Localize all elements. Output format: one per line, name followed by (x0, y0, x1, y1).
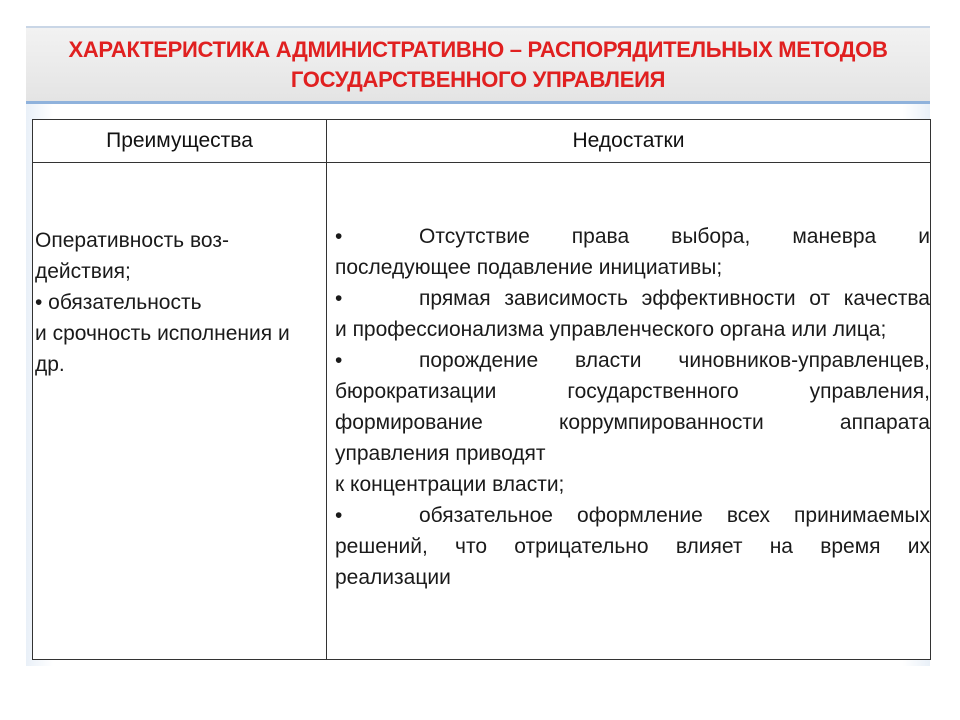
disadvantage-item (335, 221, 930, 283)
disadvantage-first-line (335, 345, 930, 376)
disadvantage-item (335, 500, 930, 593)
disadvantages-cell (327, 163, 931, 660)
advantage-line: Оперативность воз- (35, 229, 229, 252)
disadvantage-continuation: управления приводят (335, 442, 546, 465)
disadvantage-text: порождение власти чиновников-управленцев, (419, 349, 930, 372)
disadvantage-continuation: реализации (335, 566, 451, 589)
disadvantages-list (335, 221, 930, 593)
disadvantage-continuation: формирование коррумпированности аппарата (335, 411, 930, 434)
disadvantage-item (335, 345, 930, 500)
disadvantage-continuation: последующее подавление инициативы; (335, 256, 723, 279)
disadvantage-text: Отсутствие права выбора, маневра и (419, 225, 930, 248)
bullet-icon: • (335, 225, 343, 248)
content-row (33, 163, 931, 660)
header-row (33, 120, 931, 163)
disadvantage-first-line (335, 283, 930, 314)
title-line-2: ГОСУДАРСТВЕННОГО УПРАВЛЕИЯ (290, 66, 666, 92)
disadvantage-continuation: к концентрации власти; (335, 473, 565, 496)
disadvantage-continuation: решений, что отрицательно влияет на время их (335, 535, 930, 558)
disadvantage-continuation: бюрократизации государственного управления, (335, 380, 930, 403)
disadvantage-first-line (335, 500, 930, 531)
disadvantage-text: обязательное оформление всех принимаемых (419, 504, 930, 527)
title-line-1: ХАРАКТЕРИСТИКА АДМИНИСТРАТИВНО – РАСПОРЯДИТЕЛЬНЫХ МЕТОДОВ (68, 36, 888, 62)
title-band (26, 26, 930, 104)
disadvantage-continuation: и профессионализма управленческого органа или лица; (335, 318, 887, 341)
advantage-line: и срочность исполнения и (35, 322, 290, 345)
header-advantages: Преимущества (33, 120, 327, 163)
disadvantage-first-line (335, 221, 930, 252)
bullet-icon: • (335, 287, 343, 310)
advantages-cell (33, 163, 327, 660)
header-disadvantages: Недостатки (327, 120, 931, 163)
advantage-line: • обязательность (35, 291, 202, 314)
comparison-table (32, 119, 931, 660)
bullet-icon: • (335, 504, 343, 527)
bullet-icon: • (335, 349, 343, 372)
advantage-line: др. (35, 353, 65, 376)
disadvantage-item (335, 283, 930, 345)
disadvantage-text: прямая зависимость эффективности от качества (419, 287, 930, 310)
advantage-line: действия; (35, 260, 131, 283)
